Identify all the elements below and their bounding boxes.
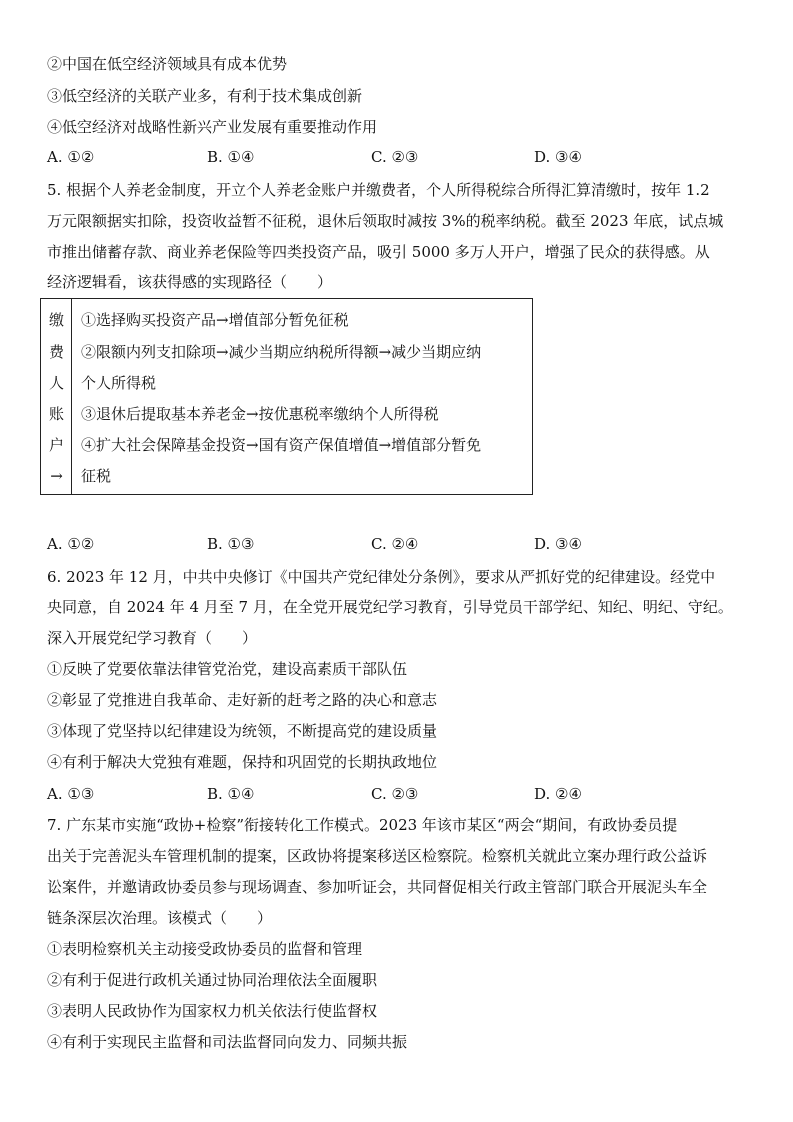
option-a: A. ①② xyxy=(47,535,95,553)
table-header-column xyxy=(41,299,72,494)
option-b: B. ①④ xyxy=(207,785,255,803)
option-b: B. ①③ xyxy=(207,535,255,553)
option-a: A. ①③ xyxy=(47,785,95,803)
question-4-choice-3: ③低空经济的关联产业多，有利于技术集成创新 xyxy=(47,87,363,105)
option-a: A. ①② xyxy=(47,148,95,166)
question-6-stem-line: 深入开展党纪学习教育（ ） xyxy=(47,629,258,647)
header-char: → xyxy=(50,467,63,485)
table-choice-3: ③退休后提取基本养老金→按优惠税率缴纳个人所得税 xyxy=(81,405,439,423)
question-4-choice-4: ④低空经济对战略性新兴产业发展有重要推动作用 xyxy=(47,118,378,136)
question-5-stem-line: 万元限额据实扣除，投资收益暂不征税，退休后领取时减按 3%的税率纳税。截至 2023 年底，试点城 xyxy=(47,212,724,230)
header-char: 人 xyxy=(48,374,64,392)
option-d: D. ②④ xyxy=(534,785,582,803)
header-char: 账 xyxy=(48,405,64,423)
question-5-stem-line: 市推出储蓄存款、商业养老保险等四类投资产品，吸引 5000 多万人开户，增强了民众的获得感。从 xyxy=(47,243,710,261)
question-6-stem-line: 6. 2023 年 12 月，中共中央修订《中国共产党纪律处分条例》，要求从严抓好党的纪律建设。经党中 xyxy=(47,568,716,586)
table-choice-2: ②限额内列支扣除项→减少当期应纳税所得额→减少当期应纳 xyxy=(81,343,482,361)
question-7-stem-line: 讼案件，并邀请政协委员参与现场调查、参加听证会，共同督促相关行政主管部门联合开展泥头车全 xyxy=(47,878,708,896)
option-b: B. ①④ xyxy=(207,148,255,166)
question-7-choice-1: ①表明检察机关主动接受政协委员的监督和管理 xyxy=(47,940,363,958)
option-c: C. ②③ xyxy=(371,148,419,166)
question-5-options xyxy=(47,534,747,554)
question-6-options xyxy=(47,784,747,804)
header-char: 户 xyxy=(48,436,64,454)
question-6-choice-4: ④有利于解决大党独有难题，保持和巩固党的长期执政地位 xyxy=(47,753,438,771)
question-4-choice-2: ②中国在低空经济领域具有成本优势 xyxy=(47,55,288,73)
option-c: C. ②③ xyxy=(371,785,419,803)
table-choice-4-cont: 征税 xyxy=(81,467,112,485)
option-c: C. ②④ xyxy=(371,535,419,553)
question-6-choice-1: ①反映了党要依靠法律管党治党，建设高素质干部队伍 xyxy=(47,660,408,678)
option-d: D. ③④ xyxy=(534,535,582,553)
question-7-choice-2: ②有利于促进行政机关通过协同治理依法全面履职 xyxy=(47,971,378,989)
question-5-stem-line: 5. 根据个人养老金制度，开立个人养老金账户并缴费者，个人所得税综合所得汇算清缴时，按年 1.2 xyxy=(47,181,710,199)
table-choice-2-cont: 个人所得税 xyxy=(81,374,157,392)
question-5-table xyxy=(40,298,533,495)
question-7-stem-line: 7. 广东某市实施“政协+检察”衔接转化工作模式。2023 年该市某区“两会“期间，有政协委员提 xyxy=(47,816,678,834)
question-5-stem-line: 经济逻辑看，该获得感的实现路径（ ） xyxy=(47,273,333,291)
question-6-choice-2: ②彰显了党推进自我革命、走好新的赶考之路的决心和意志 xyxy=(47,691,438,709)
question-7-choice-4: ④有利于实现民主监督和司法监督同向发力、同频共振 xyxy=(47,1033,408,1051)
option-d: D. ③④ xyxy=(534,148,582,166)
table-choice-4: ④扩大社会保障基金投资→国有资产保值增值→增值部分暂免 xyxy=(81,436,482,454)
question-7-stem-line: 链条深层次治理。该模式（ ） xyxy=(47,909,273,927)
header-char: 缴 xyxy=(48,311,64,329)
question-7-stem-line: 出关于完善泥头车管理机制的提案，区政协将提案移送区检察院。检察机关就此立案办理行政公益诉 xyxy=(47,847,708,865)
question-6-stem-line: 央同意，自 2024 年 4 月至 7 月，在全党开展党纪学习教育，引导党员干部学纪、知纪、明纪、守纪。 xyxy=(47,598,733,616)
header-char: 费 xyxy=(48,343,64,361)
question-7-choice-3: ③表明人民政协作为国家权力机关依法行使监督权 xyxy=(47,1002,378,1020)
table-choice-1: ①选择购买投资产品→增值部分暂免征税 xyxy=(81,311,349,329)
question-4-options xyxy=(47,147,747,167)
question-6-choice-3: ③体现了党坚持以纪律建设为统领，不断提高党的建设质量 xyxy=(47,722,438,740)
